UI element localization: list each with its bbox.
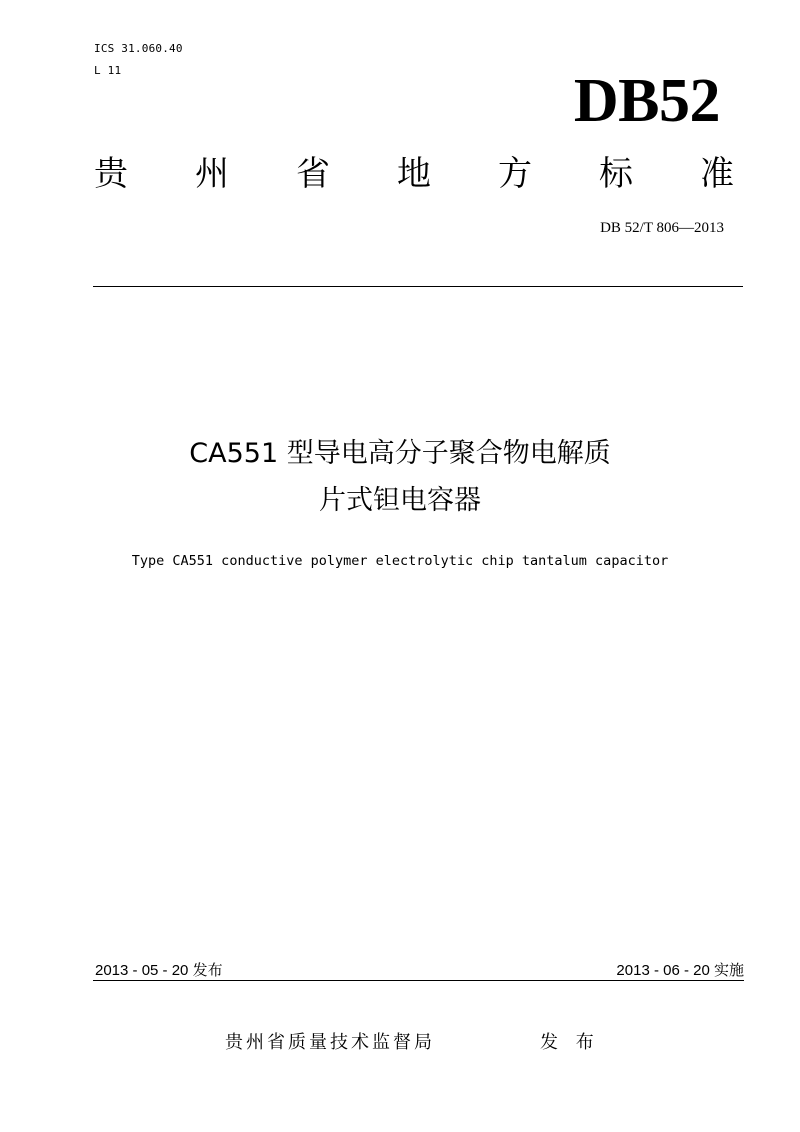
standard-type-char: 准 [700, 154, 734, 194]
footer-divider [93, 980, 744, 981]
standard-type-char: 省 [296, 154, 330, 194]
implementation-date: 2013 - 06 - 20 实施 [616, 962, 744, 979]
standard-type-char: 贵 [94, 154, 128, 194]
standard-number: DB 52/T 806—2013 [600, 220, 724, 236]
publish-label: 发 布 [540, 1032, 600, 1053]
header-divider [93, 286, 743, 287]
publisher-name: 贵州省质量技术监督局 [225, 1032, 435, 1053]
issue-date: 2013 - 05 - 20 发布 [95, 962, 223, 979]
document-title-cn-line1: CA551 型导电高分子聚合物电解质 [189, 438, 611, 469]
standard-type-char: 地 [397, 154, 431, 194]
standard-type-title [94, 152, 734, 196]
standard-type-char: 州 [195, 154, 229, 194]
standard-type-char: 方 [498, 154, 532, 194]
ics-code: ICS 31.060.40 [94, 42, 183, 55]
document-title-cn-line2: 片式钽电容器 [319, 485, 481, 516]
standard-type-char: 标 [599, 154, 633, 194]
db52-logo: DB52 [573, 67, 720, 135]
document-title-en: Type CA551 conductive polymer electrolytic chip tantalum capacitor [131, 553, 669, 569]
ccs-code: L 11 [94, 64, 122, 77]
